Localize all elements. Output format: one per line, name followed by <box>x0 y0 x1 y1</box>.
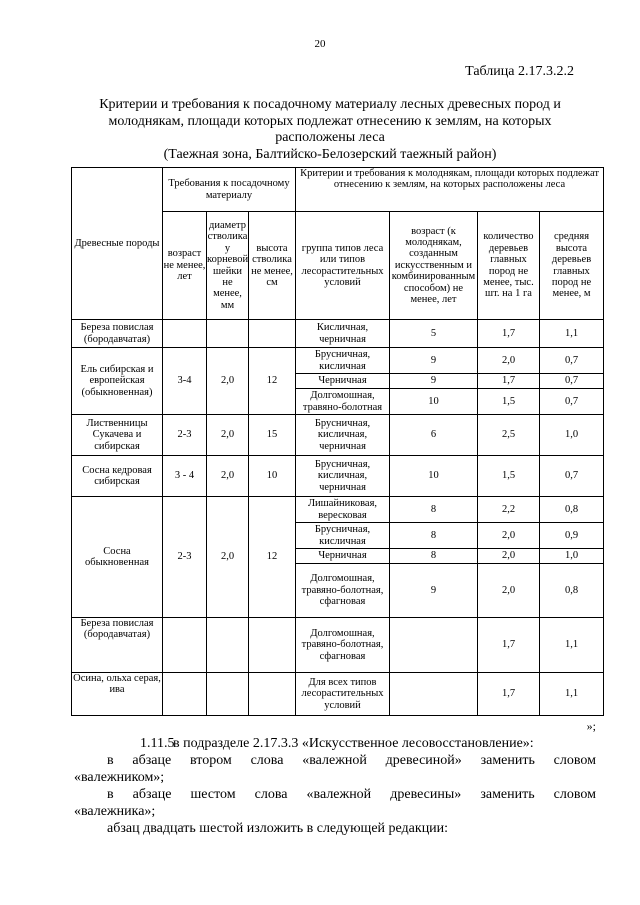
forest-type-cell: Долгомошная, травяно-болотная, сфагновая <box>296 618 390 673</box>
young-age-cell: 10 <box>390 456 478 497</box>
planting-age-cell: 2-3 <box>163 415 207 456</box>
species-cell: Сосна обыкновенная <box>72 497 163 618</box>
forest-type-cell: Кисличная, черничная <box>296 320 390 348</box>
young-age-cell: 8 <box>390 497 478 523</box>
young-age-cell: 10 <box>390 389 478 415</box>
forest-type-cell: Черничная <box>296 374 390 389</box>
average-height-cell: 1,0 <box>540 549 604 564</box>
closing-quote-mark: »; <box>586 719 596 733</box>
clause-number: 1.11.5 <box>140 736 175 751</box>
header-forest-type: группа типов леса или типов лесорастительных условий <box>296 212 390 320</box>
paragraph-line: в абзаце шестом слова «валежной древесины» заменить словом <box>107 787 596 802</box>
planting-age-cell: 2-3 <box>163 497 207 618</box>
tree-count-cell: 2,0 <box>478 549 540 564</box>
species-cell: Лиственницы Сукачева и сибирская <box>72 415 163 456</box>
average-height-cell: 0,8 <box>540 564 604 618</box>
species-cell: Береза повислая (бородавчатая) <box>72 320 163 348</box>
table-row <box>72 497 604 523</box>
table-row <box>72 618 604 673</box>
diameter-cell: 2,0 <box>207 456 249 497</box>
forest-type-cell: Лишайниковая, вересковая <box>296 497 390 523</box>
caption-line: молоднякам, площади которых подлежат отнесению к землям, на которых <box>108 113 552 129</box>
header-height: высота стволика не менее, см <box>249 212 296 320</box>
diameter-cell <box>207 618 249 673</box>
header-young-age: возраст (к молоднякам, созданным искусственным и комбинированным способом) не менее, лет <box>390 212 478 320</box>
diameter-cell <box>207 673 249 716</box>
header-average-height: средняя высота деревьев главных пород не менее, м <box>540 212 604 320</box>
height-cell: 10 <box>249 456 296 497</box>
diameter-cell: 2,0 <box>207 497 249 618</box>
height-cell <box>249 673 296 716</box>
tree-count-cell: 2,2 <box>478 497 540 523</box>
paragraph-line: «валежника»; <box>74 804 156 819</box>
tree-count-cell: 1,7 <box>478 374 540 389</box>
amendment-text <box>74 735 596 837</box>
header-row <box>72 168 604 212</box>
forest-type-cell: Черничная <box>296 549 390 564</box>
criteria-table <box>71 167 604 716</box>
average-height-cell: 0,8 <box>540 497 604 523</box>
tree-count-cell: 1,5 <box>478 389 540 415</box>
forest-type-cell: Брусничная, кисличная <box>296 523 390 549</box>
table-row <box>72 415 604 456</box>
forest-type-cell: Брусничная, кисличная, черничная <box>296 415 390 456</box>
average-height-cell: 1,0 <box>540 415 604 456</box>
young-age-cell: 8 <box>390 523 478 549</box>
paragraph-line: в абзаце втором слова «валежной древесиной» заменить словом <box>107 753 596 768</box>
young-age-cell: 5 <box>390 320 478 348</box>
average-height-cell: 0,7 <box>540 374 604 389</box>
diameter-cell: 2,0 <box>207 348 249 415</box>
planting-age-cell <box>163 673 207 716</box>
caption-line: (Таежная зона, Балтийско-Белозерский таежный район) <box>163 146 497 162</box>
paragraph-line: абзац двадцать шестой изложить в следующей редакции: <box>107 821 449 836</box>
tree-count-cell: 2,0 <box>478 523 540 549</box>
table-row <box>72 320 604 348</box>
tree-count-cell: 2,0 <box>478 348 540 374</box>
forest-type-cell: Брусничная, кисличная, черничная <box>296 456 390 497</box>
height-cell <box>249 618 296 673</box>
table-caption <box>60 97 600 163</box>
header-planting-material: Требования к посадочному материалу <box>163 168 296 212</box>
header-species: Древесные породы <box>72 168 163 320</box>
diameter-cell: 2,0 <box>207 415 249 456</box>
tree-count-cell: 1,7 <box>478 673 540 716</box>
caption-line: Критерии и требования к посадочному материалу лесных древесных пород и <box>99 97 561 112</box>
species-cell: Ель сибирская и европейская (обыкновенная) <box>72 348 163 415</box>
height-cell <box>249 320 296 348</box>
average-height-cell: 1,1 <box>540 673 604 716</box>
young-age-cell: 9 <box>390 374 478 389</box>
tree-count-cell: 2,5 <box>478 415 540 456</box>
height-cell: 15 <box>249 415 296 456</box>
header-age: возраст не менее, лет <box>163 212 207 320</box>
planting-age-cell <box>163 618 207 673</box>
young-age-cell: 8 <box>390 549 478 564</box>
table-label: Таблица 2.17.3.2.2 <box>465 64 574 79</box>
table-row <box>72 348 604 374</box>
planting-age-cell: 3-4 <box>163 348 207 415</box>
average-height-cell: 0,9 <box>540 523 604 549</box>
young-age-cell: 9 <box>390 348 478 374</box>
forest-type-cell: Долгомошная, травяно-болотная, сфагновая <box>296 564 390 618</box>
table-row <box>72 673 604 716</box>
header-young-stands: Критерии и требования к молоднякам, площади которых подлежат отнесению к землям, на которых расположены леса <box>296 168 604 212</box>
header-diameter: диаметр стволика у корневой шейки не менее, мм <box>207 212 249 320</box>
species-cell: Береза повислая (бородавчатая) <box>72 618 163 673</box>
clause-paragraph <box>74 735 596 752</box>
planting-age-cell <box>163 320 207 348</box>
tree-count-cell: 2,0 <box>478 564 540 618</box>
tree-count-cell: 1,5 <box>478 456 540 497</box>
tree-count-cell: 1,7 <box>478 618 540 673</box>
average-height-cell: 0,7 <box>540 389 604 415</box>
average-height-cell: 1,1 <box>540 320 604 348</box>
young-age-cell <box>390 618 478 673</box>
caption-line: расположены леса <box>275 130 385 145</box>
height-cell: 12 <box>249 497 296 618</box>
forest-type-cell: Долгомошная, травяно-болотная <box>296 389 390 415</box>
diameter-cell <box>207 320 249 348</box>
species-cell: Осина, ольха серая, ива <box>72 673 163 716</box>
header-tree-count: количество деревьев главных пород не менее, тыс. шт. на 1 га <box>478 212 540 320</box>
forest-type-cell: Для всех типов лесорастительных условий <box>296 673 390 716</box>
young-age-cell: 6 <box>390 415 478 456</box>
young-age-cell <box>390 673 478 716</box>
clause-text: в подразделе 2.17.3.3 «Искусственное лесовосстановление»: <box>173 736 534 751</box>
average-height-cell: 1,1 <box>540 618 604 673</box>
planting-age-cell: 3 - 4 <box>163 456 207 497</box>
table-row <box>72 456 604 497</box>
tree-count-cell: 1,7 <box>478 320 540 348</box>
young-age-cell: 9 <box>390 564 478 618</box>
page-number: 20 <box>314 38 326 50</box>
average-height-cell: 0,7 <box>540 348 604 374</box>
forest-type-cell: Брусничная, кисличная <box>296 348 390 374</box>
height-cell: 12 <box>249 348 296 415</box>
average-height-cell: 0,7 <box>540 456 604 497</box>
species-cell: Сосна кедровая сибирская <box>72 456 163 497</box>
paragraph-line: «валежником»; <box>74 770 165 785</box>
